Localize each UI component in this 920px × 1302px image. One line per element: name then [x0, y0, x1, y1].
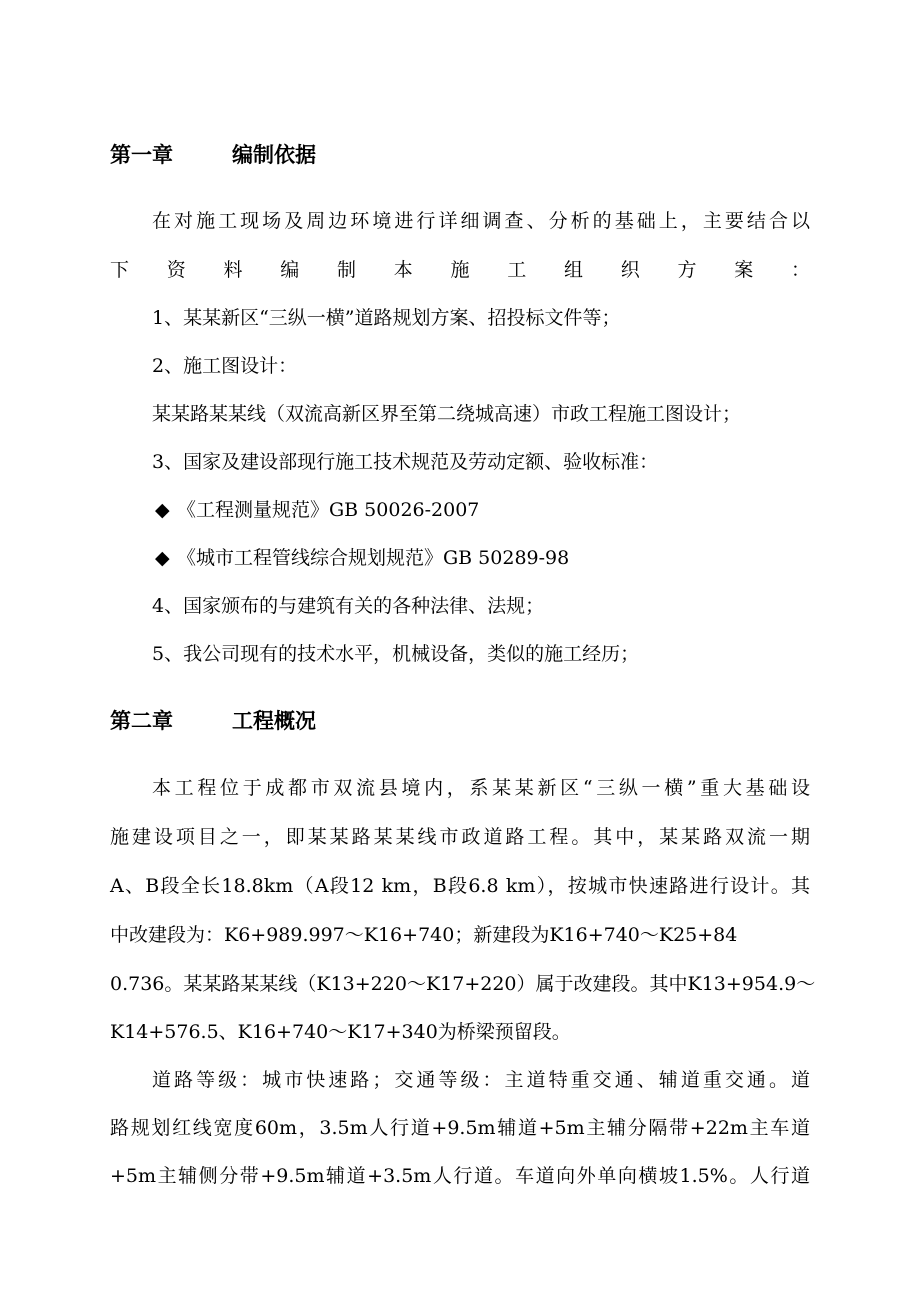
standard-item	[155, 495, 855, 525]
standard-text: 《城市工程管线综合规划规范》GB 50289-98	[177, 547, 570, 569]
overview-line: K14+576.5、K16+740～K17+340为桥梁预留段。	[110, 1021, 571, 1043]
basis-item: 1、某某新区“三纵一横”道路规划方案、招投标文件等；	[152, 307, 621, 329]
chapter2-number: 第二章	[110, 709, 173, 733]
standard-item	[155, 543, 855, 573]
overview-line: 中改建段为：K6+989.997～K16+740；新建段为K16+740～K25+84	[110, 924, 738, 946]
chapter1-intro-line: 在对施工现场及周边环境进行详细调查、分析的基础上，主要结合以	[152, 210, 810, 232]
chapter1-title: 编制依据	[232, 143, 316, 167]
overview-line: 施建设项目之一，即某某路某某线市政道路工程。其中，某某路双流一期	[110, 826, 810, 848]
road-grade-line: 道路等级：城市快速路；交通等级：主道特重交通、辅道重交通。道	[152, 1069, 810, 1091]
chapter1-heading	[110, 140, 316, 170]
basis-item: 3、国家及建设部现行施工技术规范及劳动定额、验收标准：	[152, 451, 659, 473]
chapter2-heading	[110, 706, 316, 736]
chapter1-intro-line: 下资料编制本施工组织方案：	[110, 259, 810, 281]
chapter1-number: 第一章	[110, 143, 173, 167]
overview-line: A、B段全长18.8km（A段12 km，B段6.8 km），按城市快速路进行设计。其	[110, 875, 810, 897]
basis-item: 5、我公司现有的技术水平，机械设备，类似的施工经历；	[152, 643, 640, 665]
standard-text: 《工程测量规范》GB 50026-2007	[177, 499, 480, 521]
basis-item: 某某路某某线（双流高新区界至第二绕城高速）市政工程施工图设计；	[152, 403, 742, 425]
road-grade-line: 路规划红线宽度60m，3.5m人行道+9.5m辅道+5m主辅分隔带+22m主车道	[110, 1117, 810, 1139]
basis-item: 4、国家颁布的与建筑有关的各种法律、法规；	[152, 595, 545, 617]
overview-line: 本工程位于成都市双流县境内，系某某新区“三纵一横”重大基础设	[152, 777, 810, 799]
basis-item: 2、施工图设计：	[152, 355, 298, 377]
diamond-bullet-icon: ◆	[155, 547, 170, 569]
chapter2-title: 工程概况	[232, 709, 316, 733]
diamond-bullet-icon: ◆	[155, 499, 170, 521]
overview-line: 0.736。某某路某某线（K13+220～K17+220）属于改建段。其中K13+954.9～	[110, 973, 816, 995]
road-grade-line: +5m主辅侧分带+9.5m辅道+3.5m人行道。车道向外单向横坡1.5%。人行道	[110, 1165, 810, 1187]
